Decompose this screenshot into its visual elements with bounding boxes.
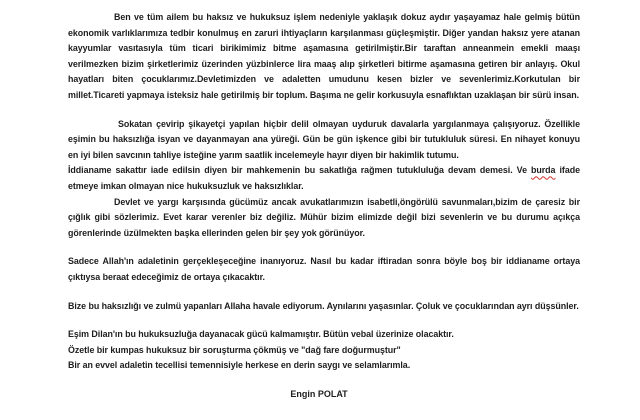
spellcheck-flagged-word[interactable]: burda: [531, 165, 556, 176]
paragraph-lawyers-defense: Devlet ve yargı karşısında gücümüz ancak avukatlarımızın isabetli,öngörülü savunmaları,bizim de çaresiz bir çığlık gibi sözlerimiz. Evet karar verenler biz değiliz. Mühür bizim elimizde değil bizi sevenlerin ve bu durumu açıkça görenlerinde üzülmekten başka ellerinden gelen bir şey yok görünüyor.: [68, 196, 580, 238]
paragraph-economic-hardship: Ben ve tüm ailem bu haksız ve hukuksuz işlem nedeniyle yaklaşık dokuz aydır yaşayamaz hale gelmiş bütün ekonomik varlıklarımıza tedbir konulmuş en zaruri ihtiyaçların karşılanması güçleşmiştir. Diğer yandan haksız yere atanan kayyumlar vasıtasıyla tüm ticari birikimimiz bitme aşamasına getirilmiştir.Bir taraftan anneanmein emekli maaşı verilmezken bizim şirketlerimiz üzerinden yüzbinlerce lira maaş alıp şirketleri bitirme aşamasına getiren bir anlayış. Okul hayatları biten çocuklarımız.Devletimizden ve adaletten umudunu kesen bizler ve sevenlerimiz.Korkutulan bir millet.Ticareti yapmaya isteksiz hale getirilmiş bir toplum. Başıma ne gelir korkusuyla esnaflıktan uzaklaşan bir sürü insan.: [68, 12, 580, 100]
indictment-text-start: İddianame sakattır iade edilsin diyen bir mahkemenin bu sakatlığa rağmen tutukluluğa devam demesi. Ve: [68, 165, 532, 176]
paragraph-spacer: [68, 286, 580, 299]
paragraph-indictment: [68, 163, 580, 194]
paragraph-baseless-cases: Sokatan çevirip şikayetçi yapılan hiçbir delil olmayan uyduruk davalarla yargılanmaya çalışıyoruz. Özellikle eşimin bu haksızlığa isyan ve dayanmayan ana yüreği. Gün be gün işkence gibi bir tutukluluk süresi. En nihayet konuyu en iyi bilen savcının tahliye isteğine yarım saatlik incelemeyle hayır diyen bir hakimlik tutumu.: [68, 118, 580, 160]
signature: Engin POLAT: [290, 388, 348, 399]
closing-line-1: Eşim Dilan'ın bu hukuksuzluğa dayanacak gücü kalmamıştır. Bütün vebal üzerinize olacaktır.: [68, 329, 454, 340]
paragraph-spacer: [68, 241, 580, 254]
paragraph-faith-in-justice: Sadece Allah'ın adaletinin gerçekleşeceğine inanıyoruz. Nasıl bu kadar iftiradan sonra böyle boş bir iddianame ortaya çıktıysa beraat edeceğimiz de ortaya çıkacaktır.: [68, 256, 580, 282]
paragraph-curse: Bize bu haksızlığı ve zulmü yapanları Allaha havale ediyorum. Aynılarını yaşasınlar. Çoluk ve çocuklarından ayrı düşsünler.: [68, 300, 579, 311]
paragraph-spacer: [68, 314, 580, 327]
closing-line-3: Bir an evvel adaletin tecellisi temennisiyle herkese en derin saygı ve selamlarımla.: [68, 360, 411, 371]
indictment-text-end: ifade etmeye imkan olmayan nice hukuksuzluk ve haksızlıklar.: [68, 165, 580, 191]
closing-line-2: Özetle bir kumpas hukuksuz bir soruşturma çökmüş ve "dağ fare doğurmuştur": [68, 344, 401, 355]
paragraph-spacer: [68, 104, 580, 117]
